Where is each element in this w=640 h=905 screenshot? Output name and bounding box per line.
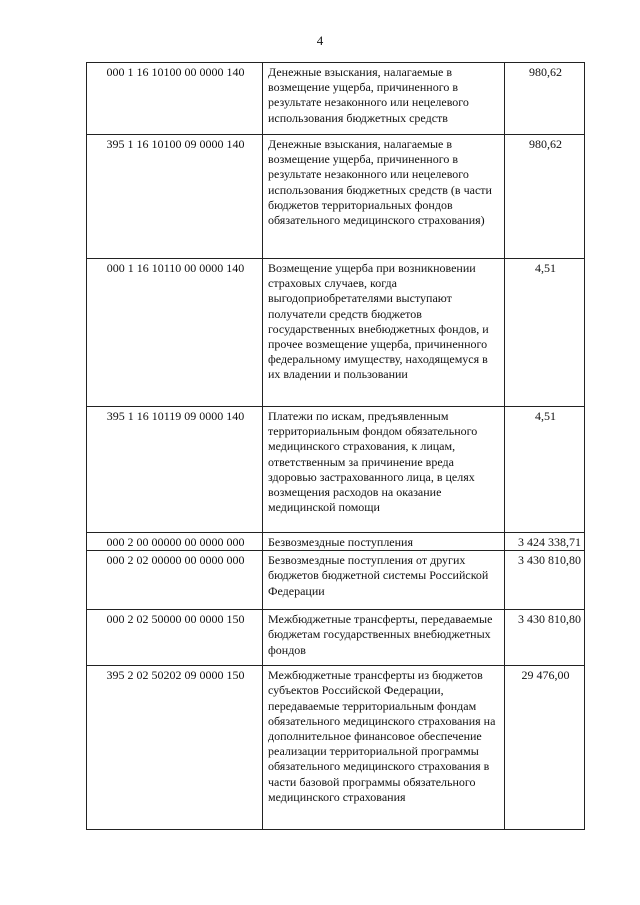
row-code-cell: 395 2 02 50202 09 0000 150 [87, 666, 263, 830]
row-name-cell: Безвозмездные поступления от других бюджетов бюджетной системы Российской Федерации [263, 551, 505, 610]
table-row [87, 135, 585, 259]
row-name-cell: Безвозмездные поступления [263, 533, 505, 551]
row-name-cell: Денежные взыскания, налагаемые в возмещение ущерба, причиненного в результате незаконного или нецелевого использования бюджетных средств (в части бюджетов территориальных фондов обязательного медицинского страхования) [263, 135, 505, 259]
row-code-cell: 000 2 02 00000 00 0000 000 [87, 551, 263, 610]
row-name-cell: Возмещение ущерба при возникновении страховых случаев, когда выгодоприобретателями выступают получатели средств бюджетов государственных внебюджетных фондов, и прочее возмещение ущерба, причиненного федеральному имуществу, находящемуся в их владении и пользовании [263, 259, 505, 407]
table-row [87, 666, 585, 830]
row-name-cell: Платежи по искам, предъявленным территориальным фондом обязательного медицинского страхования, к лицам, ответственным за причинение вреда здоровью застрахованного лица, в целях возмещения расходов на оказание медицинской помощи [263, 407, 505, 533]
row-code-cell: 395 1 16 10119 09 0000 140 [87, 407, 263, 533]
table-row [87, 551, 585, 610]
row-code-cell: 000 2 00 00000 00 0000 000 [87, 533, 263, 551]
row-code-cell: 000 1 16 10110 00 0000 140 [87, 259, 263, 407]
table-row [87, 63, 585, 135]
row-code-cell: 000 2 02 50000 00 0000 150 [87, 610, 263, 666]
table-row [87, 610, 585, 666]
row-name-cell: Денежные взыскания, налагаемые в возмещение ущерба, причиненного в результате незаконного или нецелевого использования бюджетных средств [263, 63, 505, 135]
row-code-cell: 000 1 16 10100 00 0000 140 [87, 63, 263, 135]
budget-revenue-table [86, 62, 585, 830]
row-sum-cell: 980,62 [505, 135, 585, 259]
row-sum-cell: 4,51 [505, 259, 585, 407]
row-sum-cell: 29 476,00 [505, 666, 585, 830]
row-sum-cell: 3 430 810,80 [505, 551, 585, 610]
row-sum-cell: 980,62 [505, 63, 585, 135]
row-sum-cell: 4,51 [505, 407, 585, 533]
row-sum-cell: 3 430 810,80 [505, 610, 585, 666]
row-code-cell: 395 1 16 10100 09 0000 140 [87, 135, 263, 259]
table-row [87, 407, 585, 533]
row-sum-cell: 3 424 338,71 [505, 533, 585, 551]
row-name-cell: Межбюджетные трансферты, передаваемые бюджетам государственных внебюджетных фондов [263, 610, 505, 666]
page-number: 4 [316, 33, 324, 48]
row-name-cell: Межбюджетные трансферты из бюджетов субъектов Российской Федерации, передаваемые территориальным фондам обязательного медицинского страхования на дополнительное финансовое обеспечение реализации территориальной программы обязательного медицинского страхования в части базовой программы обязательного медицинского страхования [263, 666, 505, 830]
table-row [87, 533, 585, 551]
table-row [87, 259, 585, 407]
